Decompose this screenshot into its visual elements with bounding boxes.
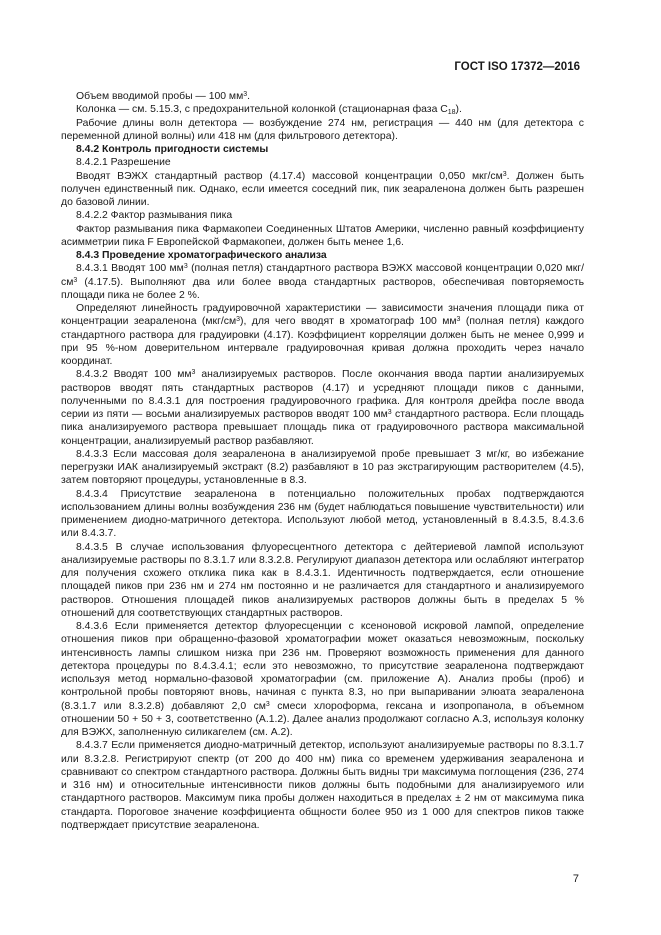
section-heading — [61, 143, 584, 156]
superscript: 3 — [191, 369, 196, 377]
text-run: стандартного раствора. Если площадь пика анализируемого раствора превышает площадь пика от градуировочного раствора максимальной концентрации, анализируемый раствор разбавляют. — [61, 409, 584, 447]
paragraph — [61, 541, 584, 621]
text-run: 8.4.2.1 Разрешение — [76, 157, 171, 169]
text-run: 8.4.3.6 Если применяется детектор флуоресценции с ксеноновой искровой лампой, определение отношения пиков при обращенно-фазовой хроматографии может оказаться невозможным, поскольку интенсивность лампы слишком низка при 236 нм. Проверяют возможность применения для данного детектора процедуры по 8.4.3.4.1; если это невозможно, то присутствие зеараленона подтверждают используя метод нормально-фазовой хроматографии (см. приложение А). Анализ пробы (проб) и контрольной пробы повторяют вновь, начиная с пункта 8.3, но при выпаривании элюата зеараленона (8.3.1.7 или 8.3.2.8) добавляют 2,0 см — [61, 621, 584, 712]
paragraph — [61, 117, 584, 144]
text-run: 8.4.3.4 Присутствие зеараленона в потенциально положительных пробах подтверждаются использованием длины волны возбуждения 236 нм (будет наблюдаться повышение чувствительности) или применением диодно-матричного детектора. Используют любой метод, установленный в 8.4.3.5, 8.4.3.6 или 8.4.3.7. — [61, 488, 584, 540]
paragraph — [61, 103, 584, 116]
text-run: (4.17.5). Выполняют два или более ввода стандартных растворов, обеспечивая повторяемость площади пика не более 2 %. — [61, 276, 584, 301]
subscript: 18 — [447, 109, 456, 117]
text-run: . — [247, 91, 251, 102]
paragraph — [61, 262, 584, 302]
document-header: ГОСТ ISO 17372—2016 — [454, 61, 580, 73]
superscript: 3 — [456, 316, 461, 324]
text-run: Рабочие длины волн детектора — возбуждение 274 нм, регистрация — 440 нм (для детектора с переменной длиной волны) или 418 нм (для фильтрового детектора). — [61, 117, 584, 142]
text-run: ). — [455, 104, 462, 116]
text-run: Фактор размывания пика Фармакопеи Соединенных Штатов Америки, численно равный коэффициенту асимметрии пика F Европейской Фармакопеи, должен быть менее 1,6. — [61, 223, 584, 248]
paragraph — [61, 90, 584, 103]
text-run: 8.4.3.5 В случае использования флуоресцентного детектора с дейтериевой лампой используют анализируемые растворы по 8.3.1.7 или 8.3.2.8. Регулируют диапазон детектора или ослабляют интегратор для получения схожего отклика пика как в 8.4.3.1. Идентичность подтверждается, если отношение площадей пиков при 236 нм и 274 нм постоянно и не различается для стандартного и анализируемого растворов. Отношения площадей пиков анализируемых растворов должны быть в пределах 5 % отношений для соответствующих стандартных растворов. — [61, 541, 584, 619]
paragraph — [61, 156, 584, 169]
superscript: 3 — [387, 409, 392, 416]
paragraph — [61, 448, 584, 488]
text-run: 8.4.3 Проведение хроматографического анализа — [76, 250, 327, 261]
paragraph — [61, 620, 584, 739]
text-run: 8.4.2.2 Фактор размывания пика — [76, 210, 233, 222]
text-run: ), для чего вводят в хроматограф 100 мм — [240, 316, 457, 328]
text-run: смеси хлороформа, гексана и изопропанола, в объемном отношении 50 + 50 + 3, соответственно (А.1.2). Далее анализ продолжают согласно А.3, используя колонку для ВЭЖХ, заполненную силикагелем (см. А.2). — [61, 700, 584, 738]
paragraph — [61, 209, 584, 222]
paragraph — [61, 223, 584, 250]
text-run: 8.4.2 Контроль пригодности системы — [76, 144, 269, 155]
paragraph — [61, 739, 584, 832]
superscript: 3 — [73, 276, 78, 284]
paragraph — [61, 488, 584, 541]
text-run: (полная петля) стандартного раствора ВЭЖХ массовой концентрации 0,020 мкг/см — [61, 263, 584, 288]
paragraph — [61, 302, 584, 368]
superscript: 3 — [236, 316, 240, 324]
paragraph — [61, 368, 584, 448]
document-body — [61, 90, 584, 832]
text-run: 8.4.3.2 Вводят 100 мм — [76, 369, 192, 381]
superscript: 3 — [265, 700, 270, 708]
text-run: 8.4.3.3 Если массовая доля зеараленона в анализируемой пробе превышает 3 мг/кг, во избежание перегрузки ИАК анализируемый экстракт (8.2) разбавляют в 10 раз экстрагирующим растворителем (4.5), затем повторяют процедуры, установленные в 8.3. — [61, 448, 584, 487]
text-run: Объем вводимой пробы — 100 мм — [76, 91, 244, 102]
section-heading — [61, 249, 584, 262]
superscript: 3 — [502, 170, 507, 178]
paragraph — [61, 170, 584, 210]
text-run: Вводят ВЭЖХ стандартный раствор (4.17.4) массовой концентрации 0,050 мкг/см — [76, 170, 503, 182]
text-run: (полная петля) каждого стандартного раствора для градуировки (4.17). Коэффициент корреляции должен быть не менее 0,999 и при 95 %-ном доверительном интервале градуировочная кривая должна проходить через начало координат. — [61, 316, 585, 367]
superscript: 3 — [243, 91, 248, 98]
text-run: 8.4.3.7 Если применяется диодно-матричный детектор, используют анализируемые растворы по 8.3.1.7 или 8.3.2.8. Регистрируют спектр (от 200 до 400 нм) пика со временем удерживания зеараленона и сравнивают со спектром стандартного раствора. Должны быть видны три максимума поглощения (236, 274 и 316 нм) и относительные интенсивности пиков должны быть подобными для анализируемого или стандартного растворов. Максимум пика пробы должен находиться в пределах ± 2 нм от максимума пика стандарта. Пороговое значение коэффициента общности более 950 из 1 000 для спектров пиков также подтверждает присутствие зеараленона. — [61, 740, 584, 831]
superscript: 3 — [183, 263, 188, 271]
page-number: 7 — [572, 873, 579, 885]
text-run: 8.4.3.1 Вводят 100 мм — [76, 263, 184, 275]
text-run: Колонка — см. 5.15.3, с предохранительной колонкой (стационарная фаза С — [76, 104, 448, 116]
text-run: Определяют линейность градуировочной характеристики — зависимости значения площади пика от концентрации зеараленона (мкг/см — [61, 303, 584, 328]
text-run: . Должен быть получен единственный пик. Однако, если имеется соседний пик, пик зеараленона должен быть разрешен до базовой линии. — [61, 170, 584, 208]
text-run: анализируемых растворов. После окончания ввода партии анализируемых растворов вводят пять стандартных растворов (4.17) и усредняют площади пиков с данными, полученными по 8.4.3.1 для построения градуировочного графика. Для контроля дрейфа после ввода серии из пяти — восьми анализируемых растворов вводят 100 мм — [61, 369, 584, 420]
